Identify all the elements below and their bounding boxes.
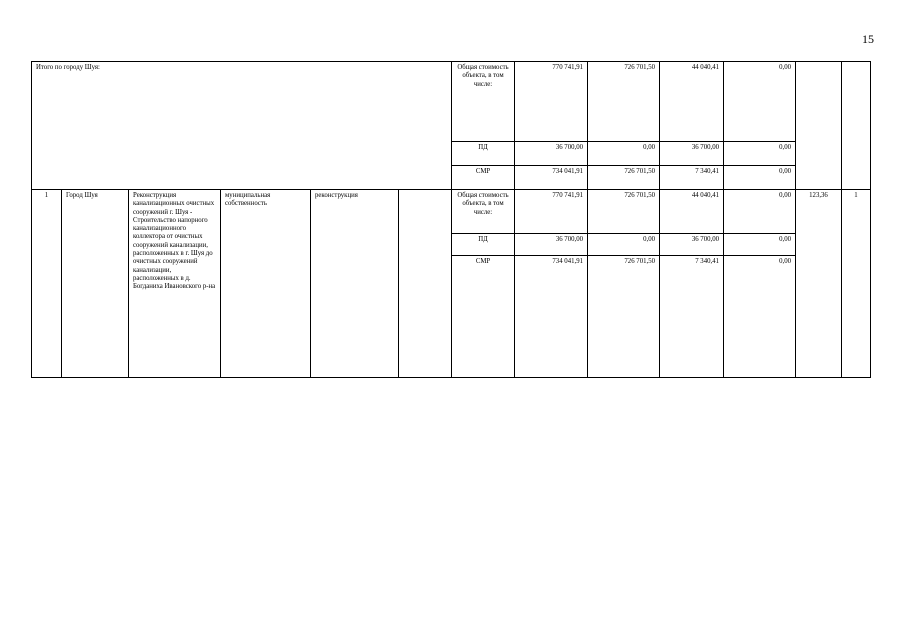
total-capacity-cell: [796, 62, 842, 190]
page-number: 15: [862, 32, 874, 46]
item-type-total: Общая стоимость объекта, в том числе:: [452, 190, 515, 234]
total-value-cell: 36 700,00: [515, 142, 588, 166]
total-value-cell: 0,00: [588, 142, 660, 166]
item-city: Город Шуя: [62, 190, 129, 378]
total-value-cell: 0,00: [724, 62, 796, 142]
item-value-cell: 44 040,41: [660, 190, 724, 234]
item-value-cell: 770 741,91: [515, 190, 588, 234]
total-type-smr: СМР: [452, 166, 515, 190]
total-value-cell: 44 040,41: [660, 62, 724, 142]
item-value-cell: 726 701,50: [588, 190, 660, 234]
item-value-cell: 726 701,50: [588, 256, 660, 378]
total-row-total: [32, 62, 871, 142]
report-table: [31, 61, 871, 378]
total-year-cell: [842, 62, 871, 190]
item-value-cell: 0,00: [588, 234, 660, 256]
item-value-cell: 0,00: [724, 256, 796, 378]
item-type-smr: СМР: [452, 256, 515, 378]
total-label: Итого по городу Шуя:: [32, 62, 452, 190]
item-empty-cell: [399, 190, 452, 378]
total-value-cell: 36 700,00: [660, 142, 724, 166]
item-ownership: муниципальная собственность: [221, 190, 311, 378]
total-value-cell: 726 701,50: [588, 62, 660, 142]
item-value-cell: 0,00: [724, 190, 796, 234]
total-value-cell: 0,00: [724, 142, 796, 166]
total-value-cell: 734 041,91: [515, 166, 588, 190]
item-capacity: 123,36: [796, 190, 842, 378]
item-value-cell: 7 340,41: [660, 256, 724, 378]
total-value-cell: 0,00: [724, 166, 796, 190]
item-value-cell: 36 700,00: [515, 234, 588, 256]
item-value-cell: 36 700,00: [660, 234, 724, 256]
item-year: 1: [842, 190, 871, 378]
total-type-pd: ПД: [452, 142, 515, 166]
item-number: 1: [32, 190, 62, 378]
item-work-type: реконструкция: [311, 190, 399, 378]
item-type-pd: ПД: [452, 234, 515, 256]
item-value-cell: 0,00: [724, 234, 796, 256]
total-value-cell: 770 741,91: [515, 62, 588, 142]
total-value-cell: 7 340,41: [660, 166, 724, 190]
total-value-cell: 726 701,50: [588, 166, 660, 190]
item-value-cell: 734 041,91: [515, 256, 588, 378]
item-row-total: [32, 190, 871, 234]
total-type-total: Общая стоимость объекта, в том числе:: [452, 62, 515, 142]
item-name: Реконструкция канализационных очистных сооружений г. Шуя - Строительство напорного канализационного коллектора от очистных сооружений канализации, расположенных в г. Шуя до очистных сооружений канализации, расположенных в д. Богданиха Ивановского р-на: [129, 190, 221, 378]
